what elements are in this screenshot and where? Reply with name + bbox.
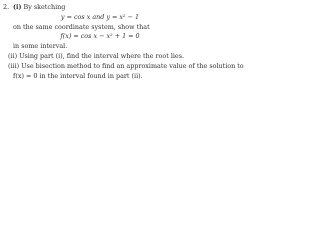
part-i-intro-text: By sketching bbox=[23, 3, 66, 11]
instruction-same-coordinate-system: on the same coordinate system, show that bbox=[13, 23, 150, 31]
part-i-intro-line bbox=[13, 4, 65, 10]
part-iii-continuation: f(x) = 0 in the interval found in part (ii). bbox=[13, 72, 143, 80]
part-ii-text: (ii) Using part (i), find the interval where the root lies. bbox=[8, 52, 185, 60]
question-number: 2. bbox=[3, 3, 10, 11]
instruction-interval: in some interval. bbox=[13, 42, 68, 50]
equation-curves: y = cos x and y = x² − 1 bbox=[60, 13, 140, 21]
equation-f-of-x: f(x) = cos x − x² + 1 = 0 bbox=[60, 32, 140, 40]
part-i-label: (i) bbox=[13, 3, 22, 11]
part-iii-text: (iii) Use bisection method to find an approximate value of the solution to bbox=[8, 62, 244, 70]
